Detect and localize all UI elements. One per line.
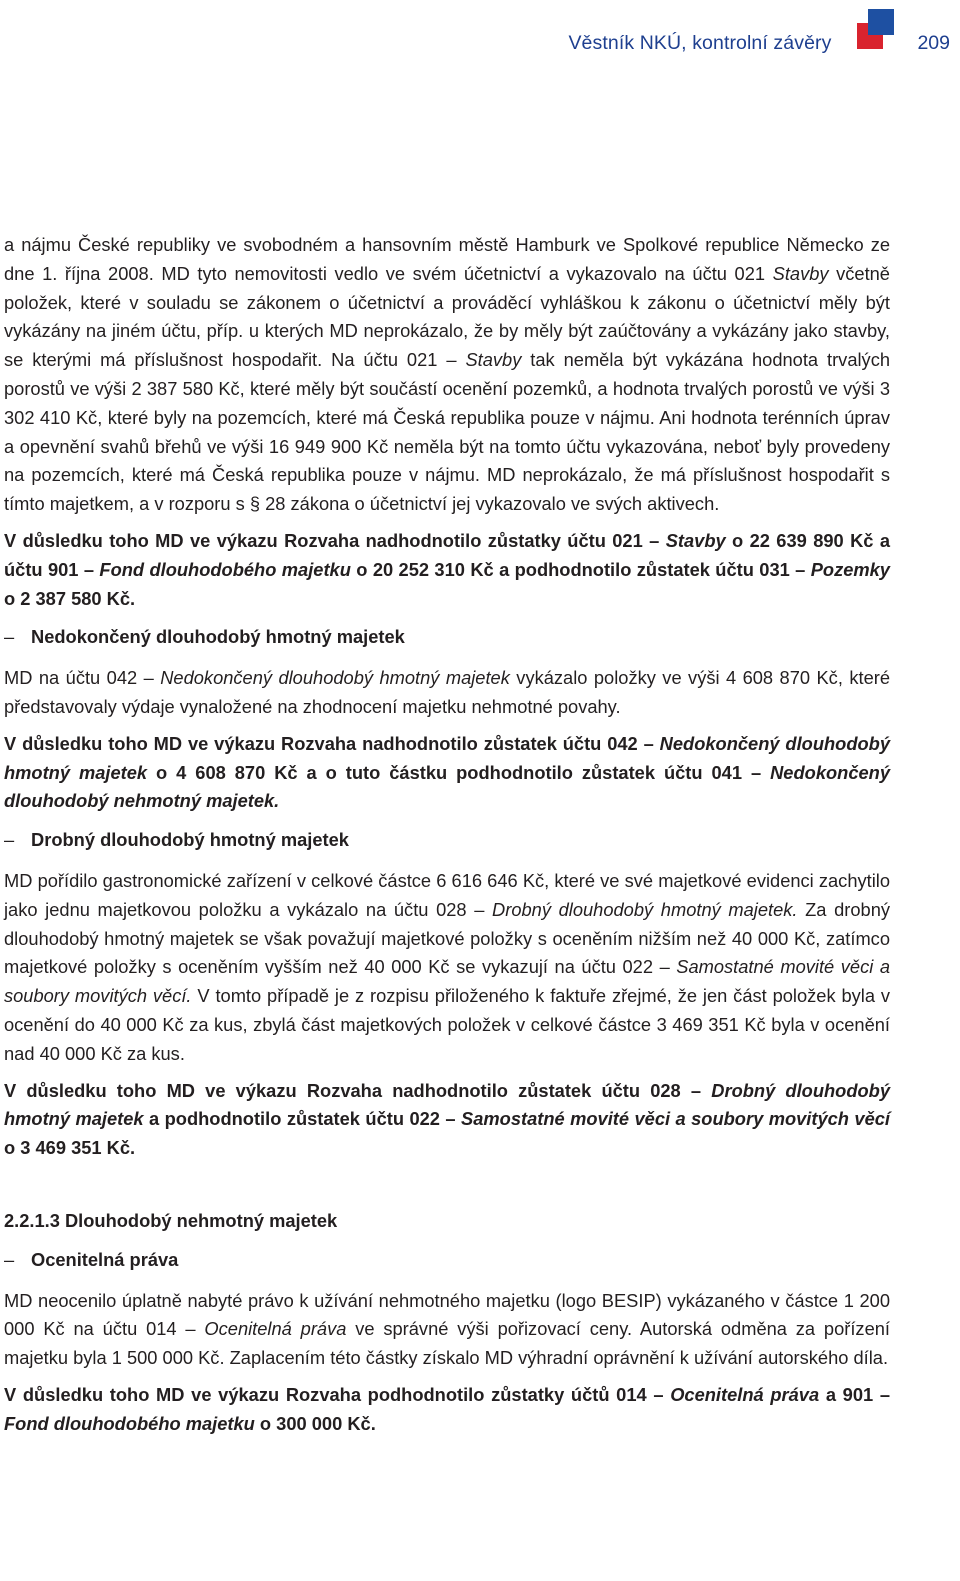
subheading-nedokonceny-hmotny <box>4 623 890 652</box>
account-name: Fond dlouhodobého majetku <box>99 558 351 580</box>
paragraph-nedokonceny <box>4 664 890 722</box>
text: vykázalo položky ve výši 4 608 870 Kč, které představovaly výdaje vynaložené na zhodnocení majetku nehmotné povahy. <box>4 667 890 717</box>
text: V důsledku toho MD ve výkazu Rozvaha nadhodnotilo zůstatek účtu 042 – <box>4 732 660 754</box>
text: tak neměla být vykázána hodnota trvalých porostů ve výši 2 387 580 Kč, které měly být součástí ocenění pozemků, a hodnota trvalých porostů ve výši 3 302 410 Kč, které byly na pozemcích, které má Česká republika pouze v nájmu. Ani hodnota terénních úprav a opevnění svahů břehů ve výši 16 949 900 Kč neměla být na tomto účtu vykazována, neboť byly provedeny na pozemcích, které má Česká republika pouze v nájmu. MD neprokázalo, že má příslušnost hospodařit s tímto majetkem, a v rozporu s § 28 zákona o účetnictví jej vykazovalo ve svých aktivech. <box>4 349 890 515</box>
paragraph-stavby-hamburk <box>4 231 890 519</box>
dash: – <box>4 829 15 851</box>
finding-stavby <box>4 527 890 613</box>
text: o 22 639 890 Kč a účtu 901 – <box>4 529 890 580</box>
account-name: Drobný dlouhodobý hmotný majetek. <box>492 898 798 920</box>
journal-title: Věstník NKÚ, kontrolní závěry <box>568 31 832 54</box>
paragraph-ocenitelna-prava <box>4 1287 890 1373</box>
text: MD neocenilo úplatně nabyté právo k užívání nehmotného majetku (logo BESIP) vykázaného v částce 1 200 000 Kč na účtu 014 – <box>4 1289 890 1340</box>
text: a 901 – <box>819 1383 890 1405</box>
dash: – <box>4 626 15 648</box>
page-number: 209 <box>917 31 950 54</box>
text: o 300 000 Kč. <box>254 1412 376 1434</box>
subheading-title: Nedokončený dlouhodobý hmotný majetek <box>31 626 405 648</box>
text: Za drobný dlouhodobý hmotný majetek se však považují majetkové položky s oceněním nižším než 40 000 Kč, zatímco majetkové položky s oceněním vyšším než 40 000 Kč se vykazují na účtu 022 – <box>4 898 891 978</box>
document-body <box>4 231 890 1446</box>
text: MD pořídilo gastronomické zařízení v celkové částce 6 616 646 Kč, které ve své majetkové evidenci zachytilo jako jednu majetkovou položku a vykázalo na účtu 028 – <box>4 869 890 920</box>
text: ve správné výši pořizovací ceny. Autorská odměna za pořízení majetku byla 1 500 000 Kč. Zaplacením této částky získalo MD výhradní oprávnění k užívání autorského díla. <box>4 1318 890 1369</box>
subheading-drobny-hmotny <box>4 826 890 855</box>
account-name: Nedokončený dlouhodobý hmotný majetek <box>160 667 510 689</box>
section-heading: 2.2.1.3 Dlouhodobý nehmotný majetek <box>4 1209 338 1231</box>
text: o 20 252 310 Kč a podhodnotilo zůstatek účtu 031 – <box>350 558 811 580</box>
text: MD na účtu 042 – <box>4 667 161 689</box>
text: V důsledku toho MD ve výkazu Rozvaha nadhodnotilo zůstatky účtu 021 – <box>4 529 666 551</box>
account-name: Stavby <box>665 529 726 551</box>
dash: – <box>4 1248 15 1270</box>
finding-nedokonceny <box>4 730 890 816</box>
text: V tomto případě je z rozpisu přiloženého k faktuře zřejmé, že jen část položek byla v ocenění do 40 000 Kč za kus, zbylá část majetkových položek v celkové částce 3 469 351 Kč byla v ocenění nad 40 000 Kč za kus. <box>4 985 890 1064</box>
text: a nájmu České republiky ve svobodném a hansovním městě Hamburk ve Spolkové republice Německo ze dne 1. října 2008. MD tyto nemovitosti vedlo ve svém účetnictví a vykazovalo na účtu 021 <box>4 234 890 284</box>
finding-drobny <box>4 1077 890 1163</box>
account-name: Pozemky <box>810 558 890 580</box>
paragraph-drobny <box>4 867 890 1069</box>
text: o 4 608 870 Kč a o tuto částku podhodnotilo zůstatek účtu 041 – <box>147 761 771 783</box>
account-name: Ocenitelná práva <box>670 1383 820 1405</box>
finding-ocenitelna-prava <box>4 1381 890 1439</box>
account-name: Samostatné movité věci a soubory movitých věcí. <box>4 956 890 1007</box>
account-name: Nedokončený dlouhodobý nehmotný majetek. <box>4 761 890 812</box>
nku-logo-icon <box>853 9 899 53</box>
text: včetně položek, které v souladu se zákonem o účetnictví a prováděcí vyhláškou k zákonu o účetnictví měly být vykázány na jiném účtu, příp. u kterých MD neprokázalo, že by měly být zaúčtovány a vykázány jako stavby, se kterými má příslušnost hospodařit. Na účtu 021 – <box>4 262 890 371</box>
text: o 3 469 351 Kč. <box>4 1137 136 1159</box>
logo-blue-square <box>868 9 894 35</box>
account-name: Fond dlouhodobého majetku <box>4 1412 255 1434</box>
text: V důsledku toho MD ve výkazu Rozvaha nadhodnotilo zůstatek účtu 028 – <box>4 1079 712 1101</box>
text: V důsledku toho MD ve výkazu Rozvaha podhodnotilo zůstatky účtů 014 – <box>4 1383 671 1405</box>
text: o 2 387 580 Kč. <box>4 587 136 609</box>
subheading-title: Ocenitelná práva <box>31 1248 179 1270</box>
subheading-title: Drobný dlouhodobý hmotný majetek <box>31 829 349 851</box>
subheading-ocenitelna-prava <box>4 1246 890 1275</box>
account-name: Stavby <box>772 262 829 284</box>
account-name: Ocenitelná práva <box>204 1318 347 1340</box>
account-name: Stavby <box>465 349 522 371</box>
text: a podhodnotilo zůstatek účtu 022 – <box>143 1108 462 1130</box>
account-name: Nedokončený dlouhodobý hmotný majetek <box>4 732 890 783</box>
account-name: Drobný dlouhodobý hmotný majetek <box>4 1079 890 1130</box>
account-name: Samostatné movité věci a soubory movitých věcí <box>461 1108 890 1130</box>
page-header <box>0 28 950 58</box>
